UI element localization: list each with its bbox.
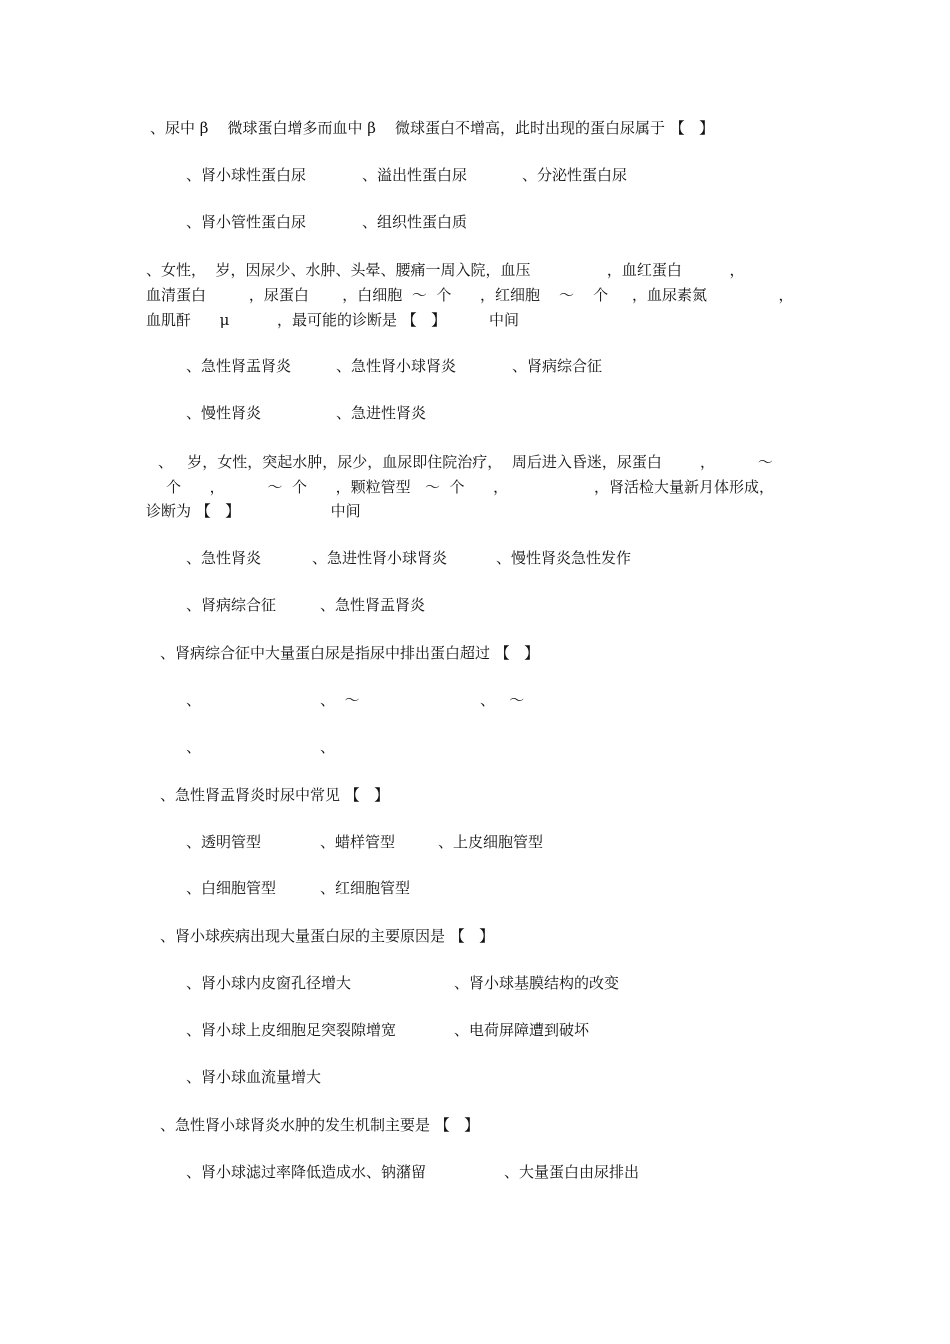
q5-option-d: 、白细胞管型	[186, 879, 277, 897]
q4-option-e: 、	[320, 738, 336, 756]
q4-option-b: 、 ～	[320, 691, 360, 709]
question-7-stem: 、急性肾小球肾炎水肿的发生机制主要是 【 】	[160, 1116, 480, 1134]
q2-option-b: 、急性肾小球肾炎	[336, 357, 457, 375]
q4-option-c: 、 ～	[480, 691, 525, 709]
question-1-stem: 、尿中 β 微球蛋白增多而血中 β 微球蛋白不增高，此时出现的蛋白尿属于 【 】	[150, 119, 715, 137]
q5-option-e: 、红细胞管型	[320, 879, 411, 897]
q3-option-e: 、急性肾盂肾炎	[320, 596, 426, 614]
q3-option-d: 、肾病综合征	[186, 596, 277, 614]
q3-option-c: 、慢性肾炎急性发作	[496, 549, 632, 567]
q5-option-c: 、上皮细胞管型	[438, 833, 544, 851]
q2-option-e: 、急进性肾炎	[336, 404, 427, 422]
q5-option-a: 、透明管型	[186, 833, 262, 851]
q1-option-b: 、溢出性蛋白尿	[362, 166, 468, 184]
q3-option-a: 、急性肾炎	[186, 549, 262, 567]
q1-option-c: 、分泌性蛋白尿	[522, 166, 628, 184]
q2-option-c: 、肾病综合征	[512, 357, 603, 375]
question-2-stem-line-3: 血肌酐 μ ，最可能的诊断是 【 】 中间	[146, 311, 520, 329]
question-4-stem: 、肾病综合征中大量蛋白尿是指尿中排出蛋白超过 【 】	[160, 644, 540, 662]
q1-option-e: 、组织性蛋白质	[362, 213, 468, 231]
q3-option-b: 、急进性肾小球肾炎	[312, 549, 448, 567]
q6-option-e: 、肾小球血流量增大	[186, 1068, 322, 1086]
q6-option-d: 、电荷屏障遭到破坏	[454, 1021, 590, 1039]
q2-option-d: 、慢性肾炎	[186, 404, 262, 422]
q2-option-a: 、急性肾盂肾炎	[186, 357, 292, 375]
q1-option-a: 、肾小球性蛋白尿	[186, 166, 307, 184]
question-3-stem-line-2: 个 ， ～ 个 ，颗粒管型 ～ 个 ， ，肾活检大量新月体形成，	[166, 478, 774, 496]
q7-option-a: 、肾小球滤过率降低造成水、钠潴留	[186, 1163, 427, 1181]
q1-option-d: 、肾小管性蛋白尿	[186, 213, 307, 231]
q6-option-c: 、肾小球上皮细胞足突裂隙增宽	[186, 1021, 397, 1039]
question-5-stem: 、急性肾盂肾炎时尿中常见 【 】	[160, 786, 390, 804]
question-3-stem-line-3: 诊断为 【 】 中间	[146, 502, 361, 520]
q4-option-d: 、	[186, 738, 202, 756]
question-2-stem-line-1: 、女性， 岁，因尿少、水肿、头晕、腰痛一周入院，血压 ，血红蛋白 ，	[146, 261, 745, 279]
q6-option-a: 、肾小球内皮窗孔径增大	[186, 974, 352, 992]
q5-option-b: 、蜡样管型	[320, 833, 396, 851]
question-2-stem-line-2: 血清蛋白 ，尿蛋白 ，白细胞 ～ 个 ，红细胞 ～ 个 ，血尿素氮 ，	[146, 286, 794, 304]
q6-option-b: 、肾小球基膜结构的改变	[454, 974, 620, 992]
q7-option-b: 、大量蛋白由尿排出	[504, 1163, 640, 1181]
question-3-stem-line-1: 、 岁，女性，突起水肿，尿少，血尿即住院治疗， 周后进入昏迷，尿蛋白 ， ～	[158, 453, 773, 471]
q4-option-a: 、	[186, 691, 202, 709]
question-6-stem: 、肾小球疾病出现大量蛋白尿的主要原因是 【 】	[160, 927, 495, 945]
